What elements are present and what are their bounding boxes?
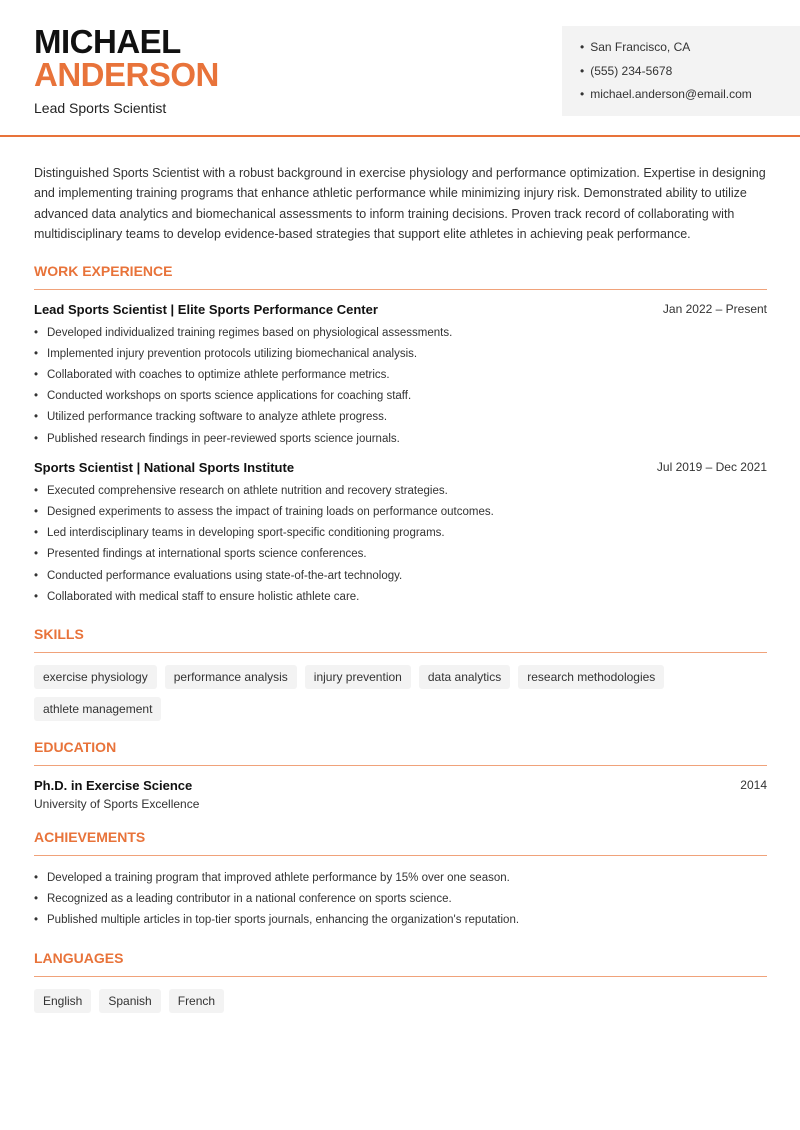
job-title: Sports Scientist | National Sports Institute xyxy=(34,459,295,475)
school: University of Sports Excellence xyxy=(34,797,200,812)
bullet-item: • Conducted workshops on sports science applications for coaching staff. xyxy=(34,386,767,407)
skill-tag: data analytics xyxy=(419,665,510,689)
bullet-item: • Published research findings in peer-reviewed sports science journals. xyxy=(34,429,767,450)
section-heading: ACHIEVEMENTS xyxy=(34,829,767,856)
achievements-section xyxy=(34,829,767,932)
contact-email: • michael.anderson@email.com xyxy=(580,86,800,110)
bullet-item: • Presented findings at international sports science conferences. xyxy=(34,544,767,565)
skill-tag: research methodologies xyxy=(518,665,664,689)
job-bullets xyxy=(34,323,767,450)
summary: Distinguished Sports Scientist with a robust background in exercise physiology and performance optimization. Expertise in designing and implementing training programs that enhance athletic performance while minimizing injury risk. Demonstrated ability to utilize advanced data analytics and biomechanical assessments to inform training decisions. Proven track record of collaborating with multidisciplinary teams to develop evidence-based strategies that support elite athletes in achieving peak performance. xyxy=(34,166,766,242)
degree: Ph.D. in Exercise Science xyxy=(34,778,193,794)
section-heading: LANGUAGES xyxy=(34,950,767,977)
job-bullets xyxy=(34,481,767,608)
section-heading: EDUCATION xyxy=(34,739,767,766)
resume-header xyxy=(0,0,800,137)
section-heading: SKILLS xyxy=(34,626,767,653)
bullet-item: • Developed individualized training regimes based on physiological assessments. xyxy=(34,323,767,344)
achievement-item: • Recognized as a leading contributor in a national conference on sports science. xyxy=(34,889,767,910)
education-year: 2014 xyxy=(740,778,767,793)
last-name: ANDERSON xyxy=(34,56,219,93)
job-title: Lead Sports Scientist | Elite Sports Performance Center xyxy=(34,301,378,317)
contact-phone: • (555) 234-5678 xyxy=(580,63,800,87)
bullet-item: • Designed experiments to assess the impact of training loads on performance outcomes. xyxy=(34,502,767,523)
bullet-item: • Conducted performance evaluations using state-of-the-art technology. xyxy=(34,566,767,587)
skill-tag: injury prevention xyxy=(305,665,411,689)
bullet-item: • Implemented injury prevention protocols utilizing biomechanical analysis. xyxy=(34,344,767,365)
job-header xyxy=(34,460,767,475)
language-tag: Spanish xyxy=(99,989,160,1013)
languages-section xyxy=(34,950,767,1013)
education-section xyxy=(34,739,767,811)
language-tag: English xyxy=(34,989,91,1013)
bullet-item: • Executed comprehensive research on athlete nutrition and recovery strategies. xyxy=(34,481,767,502)
job-dates: Jan 2022 – Present xyxy=(662,301,767,316)
achievement-item: • Published multiple articles in top-tier sports journals, enhancing the organization's reputation. xyxy=(34,910,767,931)
job-dates: Jul 2019 – Dec 2021 xyxy=(656,459,767,474)
bullet-item: • Collaborated with coaches to optimize athlete performance metrics. xyxy=(34,365,767,386)
skills-section xyxy=(34,626,767,721)
bullet-item: • Utilized performance tracking software to analyze athlete progress. xyxy=(34,407,767,428)
section-heading: WORK EXPERIENCE xyxy=(34,263,767,290)
first-name: MICHAEL xyxy=(34,23,181,60)
language-tag: French xyxy=(169,989,224,1013)
job-title: Lead Sports Scientist xyxy=(34,100,167,116)
contact-box xyxy=(562,26,800,116)
skill-tag: athlete management xyxy=(34,697,161,721)
contact-location: • San Francisco, CA xyxy=(580,39,800,63)
bullet-item: • Led interdisciplinary teams in developing sport-specific conditioning programs. xyxy=(34,523,767,544)
job-header xyxy=(34,302,767,317)
bullet-item: • Collaborated with medical staff to ensure holistic athlete care. xyxy=(34,587,767,608)
skill-tag: exercise physiology xyxy=(34,665,157,689)
work-experience-section xyxy=(34,263,767,608)
skill-tag: performance analysis xyxy=(165,665,297,689)
achievement-item: • Developed a training program that improved athlete performance by 15% over one season. xyxy=(34,868,767,889)
